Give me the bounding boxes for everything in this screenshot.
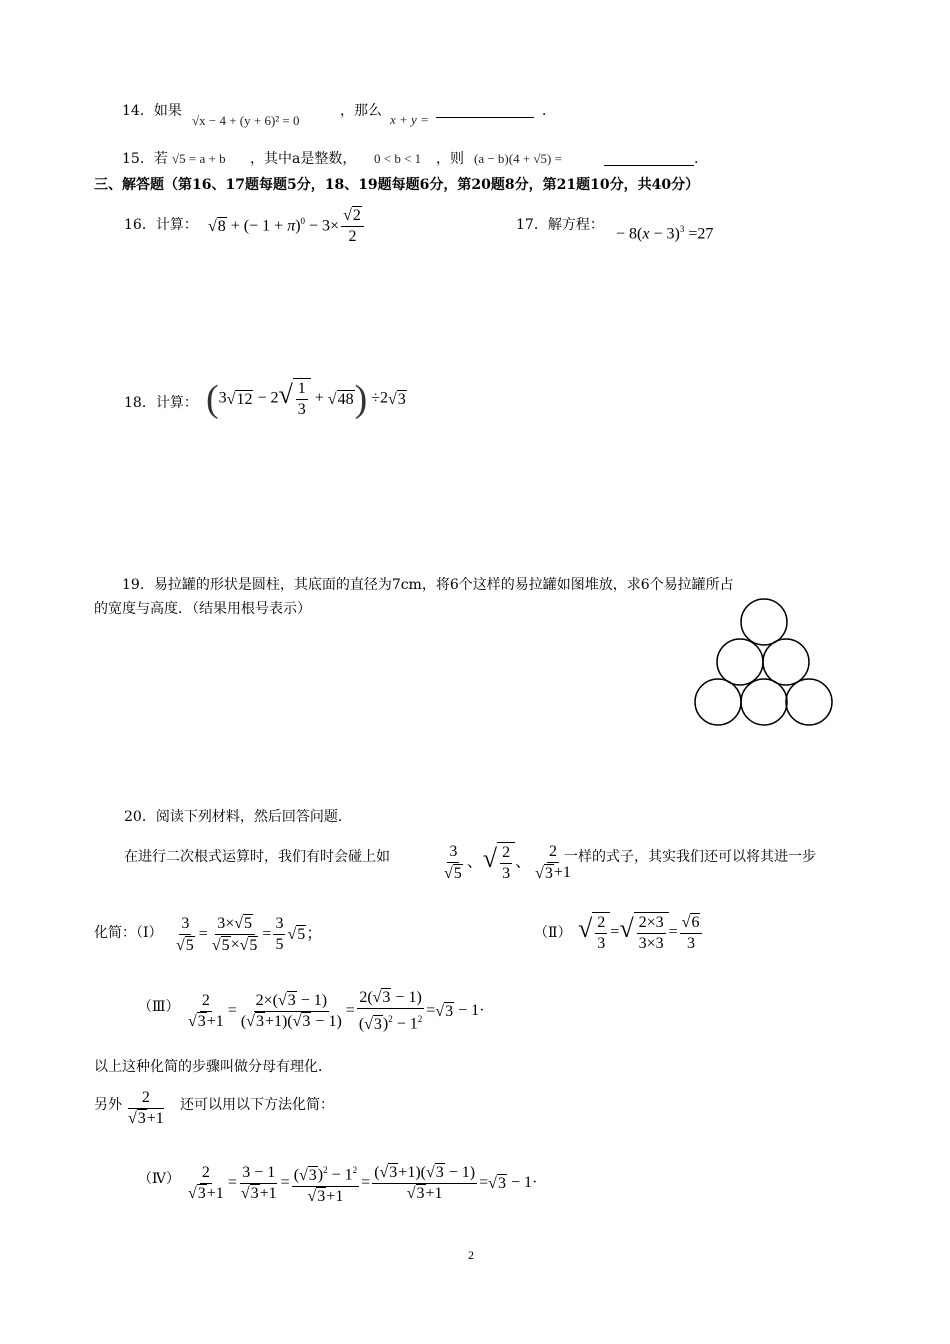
q14-expression: √x − 4 + (y + 6)² = 0 <box>192 113 300 128</box>
q20-step-iv: $\frac{2}{√3+1}$ = $\frac{3 - 1}{√3+1}$ = $\frac{(√3)^2 - 1^2}{√3+1}$ = $\frac{(√3+1)(√3 - 1)}{√3+1}$ =√3 − 1· <box>184 1160 537 1207</box>
can-circle <box>695 679 741 725</box>
q18-label: 18．计算： <box>124 395 198 411</box>
q20-simplify-label: 化简：（Ⅰ） <box>94 925 163 941</box>
q17-expression: − $8(x - 3)^3 =27$ <box>616 224 714 243</box>
q20-title: 20．阅读下列材料，然后回答问题． <box>124 809 352 825</box>
q15-expression: (a − b)(4 + √5) = <box>474 151 562 166</box>
q14-label: 14．如果 <box>122 103 182 119</box>
q14 <box>122 102 182 120</box>
q16-label: 16．计算： <box>124 217 198 233</box>
label-iv: （Ⅳ） <box>138 1171 180 1187</box>
q20-intro-a: 在进行二次根式运算时，我们有时会碰上如 <box>124 849 390 865</box>
q15-then: ，则 <box>436 151 464 167</box>
can-circle <box>717 639 763 685</box>
q14-end: ． <box>542 103 556 119</box>
q14-ask: x + y = <box>390 112 429 127</box>
q14-then: ，那么 <box>340 103 382 119</box>
q15-label: 15．若 <box>122 151 168 167</box>
q14-answer-blank[interactable] <box>436 117 534 118</box>
can-circle <box>741 599 787 645</box>
label-i: （Ⅰ） <box>136 925 163 941</box>
q20-intro-examples: $\frac{3}{√5}$ 、√ $\frac{2}{3}$ 、 $\frac{2}{√3+1}$ <box>444 843 571 882</box>
q15-mid: ，其中a是整数， <box>250 151 357 167</box>
page-number: 2 <box>468 1248 474 1262</box>
stacked-cans-figure <box>688 596 840 732</box>
q18-expression: (3√12 − 2√ $\frac{1}{3}$ + √48) ÷2√3 <box>206 378 406 420</box>
q16-expression: √8 + (− 1 + π)$^0$ − 3× $\frac{√2}{2}$ <box>208 206 366 247</box>
can-circle <box>786 679 832 725</box>
q20-other-b: 还可以用以下方法化简： <box>180 1097 334 1113</box>
can-circle <box>741 679 787 725</box>
q20-other-a: 另外 <box>94 1097 122 1113</box>
can-circle <box>763 639 809 685</box>
q19-line1: 19．易拉罐的形状是圆柱，其底面的直径为7cm，将6个这样的易拉罐如图堆放，求6个易拉罐所占 <box>122 577 734 593</box>
q15-end: . <box>694 151 699 167</box>
section-3-heading: 三、解答题（第16、17题每题5分，18、19题每题6分，第20题8分，第21题10分，共40分） <box>94 177 700 193</box>
q15-condition: √5 = a + b <box>172 151 226 166</box>
q15-range: 0 < b < 1 <box>374 151 422 166</box>
q20-intro-b: 一样的式子，其实我们还可以将其进一步 <box>564 849 816 865</box>
q20-step-iii: $\frac{2}{√3+1}$ = $\frac{2\times(√3 - 1)}{(√3+1)(√3 - 1)}$ = $\frac{2(√3 - 1)}{(√3)^2 - 1^2}$ =√3 − 1· <box>188 989 485 1033</box>
q19-line2: 的宽度与高度．（结果用根号表示） <box>94 601 311 617</box>
label-ii: （Ⅱ） <box>534 925 572 941</box>
label-iii: （Ⅲ） <box>138 999 180 1015</box>
q15-answer-blank[interactable] <box>604 165 694 166</box>
q20-other-fraction: $\frac{2}{√3+1}$ <box>128 1089 164 1128</box>
q20-step-ii: √ $\frac{2}{3}$ =√ $\frac{2\times 3}{3\times 3}$ = $\frac{√6}{3}$ <box>578 912 704 954</box>
q20-rationalize-note: 以上这种化简的步骤叫做分母有理化． <box>94 1059 332 1075</box>
q17-label: 17．解方程： <box>516 217 604 233</box>
q20-step-i: $\frac{3}{√5}$ = $\frac{3\times√5}{√5\times√5}$ = $\frac{3}{5}$ √5； <box>176 915 323 954</box>
